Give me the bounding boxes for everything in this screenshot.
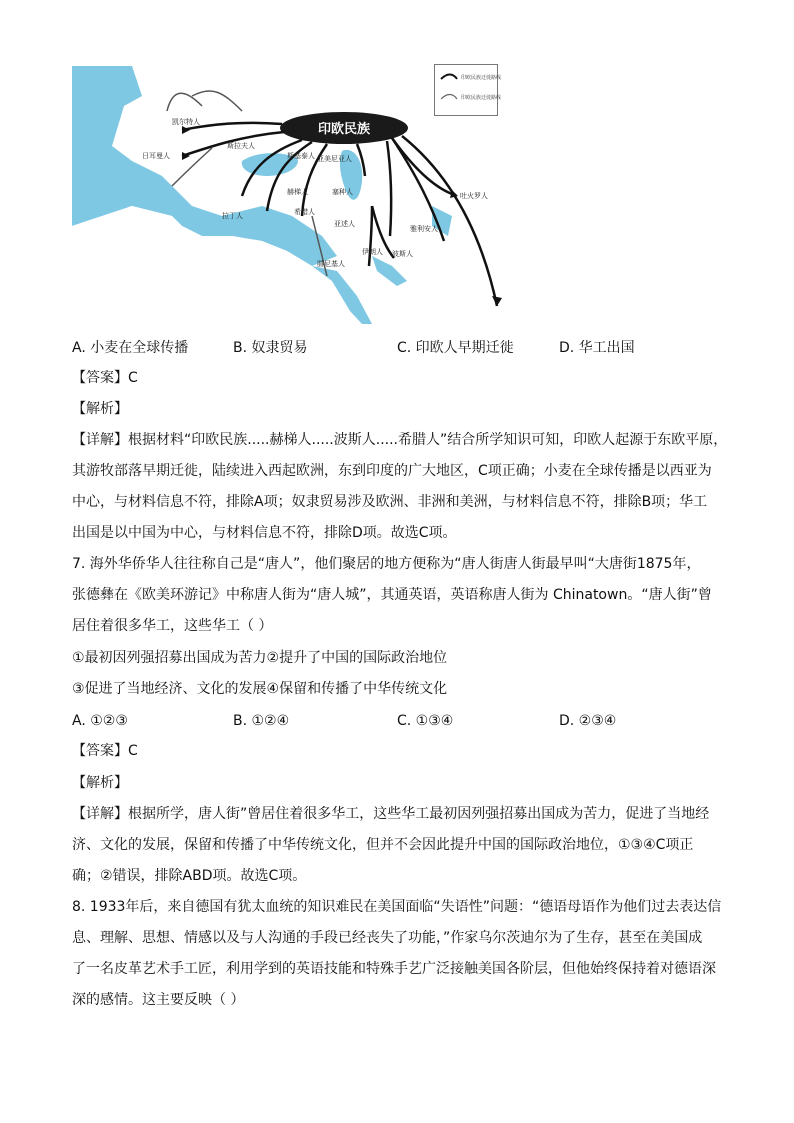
q8-stem-line-2: 息、理解、思想、情感以及与人沟通的手段已经丧失了功能，”作家乌尔茨迪尔为了生存，甚至在美国成 — [72, 930, 703, 946]
q7-stem-line-1: 7. 海外华侨华人往往称自己是“唐人”，他们聚居的地方便称为“唐人街唐人街最早叫“大唐街1875年， — [72, 556, 701, 572]
q7-stem-line-2: 张德彝在《欧美环游记》中称唐人街为“唐人城”，其通英语，英语称唐人街为 Chinatown。“唐人街”曾 — [72, 587, 712, 603]
map-label-aryans: 雅利安人 — [410, 225, 438, 233]
map-label-celts: 凯尔特人 — [172, 118, 200, 126]
q8-stem-line-1: 8. 1933年后，来自德国有犹太血统的知识难民在美国面临“失语性”问题：“德语母语作为他们过去表达信 — [72, 899, 722, 915]
q6-analysis-heading: 【解析】 — [72, 401, 128, 417]
q7-option-d[interactable]: D. ②③④ — [559, 713, 617, 729]
map-label-phoenicians: 腓尼基人 — [317, 260, 345, 268]
map-label-saka: 塞种人 — [332, 188, 353, 196]
q6-detail-line-3: 中心，与材料信息不符，排除A项；奴隶贸易涉及欧洲、非洲和美洲，与材料信息不符，排除B项；华工 — [72, 494, 708, 510]
q7-item-line-2: ③促进了当地经济、文化的发展④保留和传播了中华传统文化 — [72, 681, 448, 697]
q7-item-line-1: ①最初因列强招募出国成为苦力②提升了中国的国际政治地位 — [72, 650, 448, 666]
q6-option-b[interactable]: B. 奴隶贸易 — [233, 340, 308, 356]
map-label-assyrians: 亚述人 — [334, 220, 355, 228]
q8-stem-line-3: 了一名皮革艺术手工匠，利用学到的英语技能和特殊手艺广泛接触美国各阶层，但他始终保持着对德语深 — [72, 961, 716, 977]
q6-answer: 【答案】C — [72, 370, 138, 386]
q7-answer: 【答案】C — [72, 743, 138, 759]
map-label-hittites: 赫梯人 — [287, 188, 308, 196]
map-label-latins: 拉丁人 — [222, 212, 243, 220]
q7-option-b[interactable]: B. ①②④ — [233, 713, 290, 729]
map-legend — [434, 64, 502, 116]
q6-detail-line-2: 其游牧部落早期迁徙，陆续进入西起欧洲，东到印度的广大地区，C项正确；小麦在全球传播是以西亚为 — [72, 463, 712, 479]
origin-label: 印欧民族 — [317, 122, 371, 137]
map-label-iranians: 伊朗人 — [362, 248, 383, 256]
q7-stem-line-3: 居住着很多华工，这些华工（ ） — [72, 618, 273, 634]
legend-label-secondary: 印欧民族迁徙路线 — [461, 95, 502, 101]
q7-option-a[interactable]: A. ①②③ — [72, 713, 128, 729]
q7-analysis-heading: 【解析】 — [72, 775, 128, 791]
map-label-germanic: 日耳曼人 — [142, 152, 170, 160]
map-label-armenians: 亚美尼亚人 — [317, 155, 352, 163]
q7-detail-line-2: 济、文化的发展，保留和传播了中华传统文化，但并不会因此提升中国的国际政治地位，①③④C项正 — [72, 837, 694, 853]
q6-detail-line-1: 【详解】根据材料“印欧民族.....赫梯人.....波斯人.....希腊人”结合所学知识可知，印欧人起源于东欧平原， — [72, 432, 728, 448]
map-label-persians: 波斯人 — [392, 250, 413, 258]
legend-label-main: 印欧民族迁徙路线 — [461, 75, 502, 81]
map-label-scythians: 斯基泰人 — [287, 152, 315, 160]
q7-detail-line-1: 【详解】根据所学，唐人街”曾居住着很多华工，这些华工最初因列强招募出国成为苦力，促进了当地经 — [72, 806, 710, 822]
q6-option-d[interactable]: D. 华工出国 — [559, 340, 635, 356]
map-label-tocharians: 吐火罗人 — [460, 192, 488, 200]
q7-detail-line-3: 确；②错误，排除ABD项。故选C项。 — [72, 868, 307, 884]
q7-option-c[interactable]: C. ①③④ — [397, 713, 454, 729]
map-label-greeks: 希腊人 — [294, 208, 315, 216]
q6-option-a[interactable]: A. 小麦在全球传播 — [72, 340, 189, 356]
map-label-slavs: 斯拉夫人 — [227, 142, 255, 150]
q6-option-c[interactable]: C. 印欧人早期迁徙 — [397, 340, 514, 356]
q6-detail-line-4: 出国是以中国为中心，与材料信息不符，排除D项。故选C项。 — [72, 525, 457, 541]
q8-stem-line-4: 深的感情。这主要反映（ ） — [72, 992, 245, 1008]
